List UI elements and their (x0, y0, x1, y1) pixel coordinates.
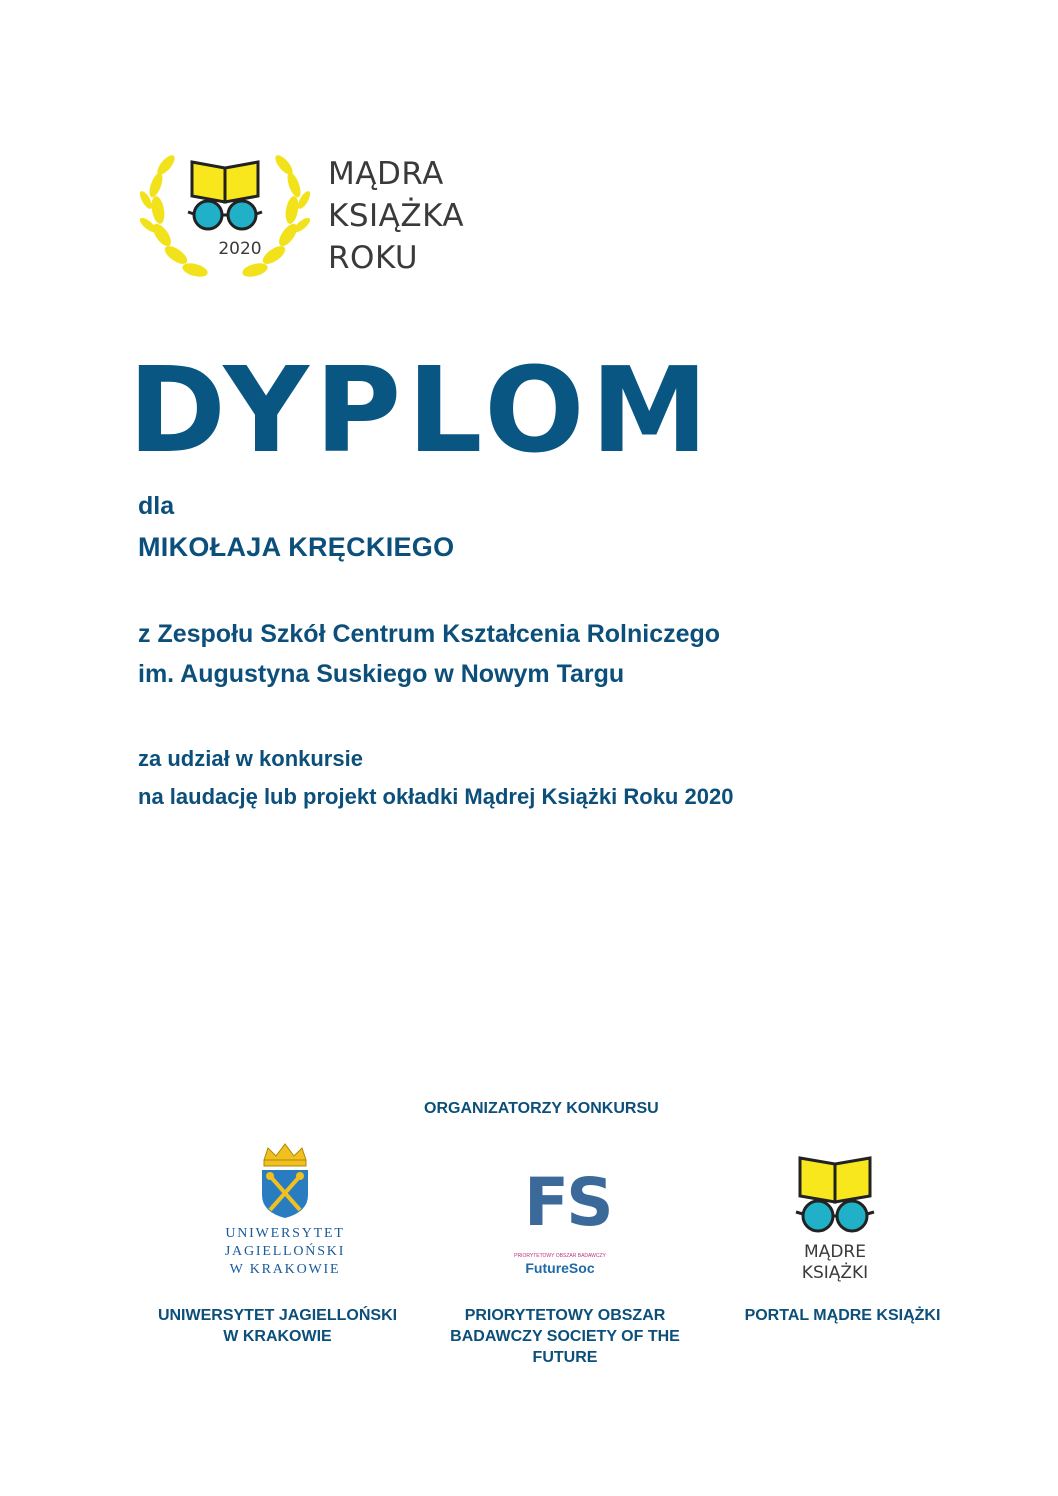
organizer-name-line: UNIWERSYTET JAGIELLOŃSKI (157, 1307, 398, 1324)
header-logo (140, 140, 500, 290)
recipient-name: MIKOŁAJA KRĘCKIEGO (138, 532, 455, 562)
uj-logo-line-1: UNIWERSYTET (225, 1226, 345, 1241)
logo-line-1: MĄDRA (328, 156, 444, 192)
reason-line-2: na laudację lub projekt okładki Mądrej Książki Roku 2020 (138, 784, 734, 809)
school-line-2: im. Augustyna Suskiego w Nowym Targu (138, 660, 625, 688)
futuresoc-logo (510, 1165, 610, 1280)
crown-shield-icon (210, 1140, 360, 1220)
school-line-1: z Zespołu Szkół Centrum Kształcenia Rolniczego (138, 620, 721, 648)
organizer-name-line: FUTURE (532, 1349, 598, 1366)
mk-logo-line-2: KSIĄŻKI (801, 1263, 869, 1283)
organizer-name-line: W KRAKOWIE (223, 1328, 332, 1345)
mk-logo-line-1: MĄDRE (804, 1242, 866, 1262)
logo-year: 2020 (218, 239, 262, 259)
uj-logo-line-3: W KRAKOWIE (229, 1262, 341, 1277)
organizer-name-line: BADAWCZY SOCIETY OF THE (450, 1328, 680, 1345)
diploma-title: DYPLOM (128, 341, 715, 479)
organizers-heading: ORGANIZATORZY KONKURSU (424, 1100, 659, 1117)
reason-line-1: za udział w konkursie (138, 746, 363, 771)
fs-small-text: PRIORYTETOWY OBSZAR BADAWCZY (514, 1253, 606, 1259)
organizer-name-line: PORTAL MĄDRE KSIĄŻKI (744, 1307, 941, 1324)
logo-line-2: KSIĄŻKA (328, 198, 465, 234)
logo-line-3: ROKU (328, 240, 419, 276)
uj-logo-line-2: JAGIELLOŃSKI (224, 1244, 346, 1259)
organizer-name-uj (130, 1305, 425, 1347)
laurel-book-icon (140, 140, 310, 290)
fs-monogram: FS (524, 1164, 611, 1241)
madre-ksiazki-logo (780, 1150, 890, 1290)
fs-name: FutureSoc (525, 1260, 595, 1276)
uj-logo (210, 1140, 360, 1290)
organizer-name-futuresoc (425, 1305, 705, 1368)
organizer-name-portal (710, 1305, 975, 1326)
for-label: dla (138, 492, 175, 520)
organizer-name-line: PRIORYTETOWY OBSZAR (464, 1307, 666, 1324)
book-glasses-icon (780, 1150, 890, 1240)
